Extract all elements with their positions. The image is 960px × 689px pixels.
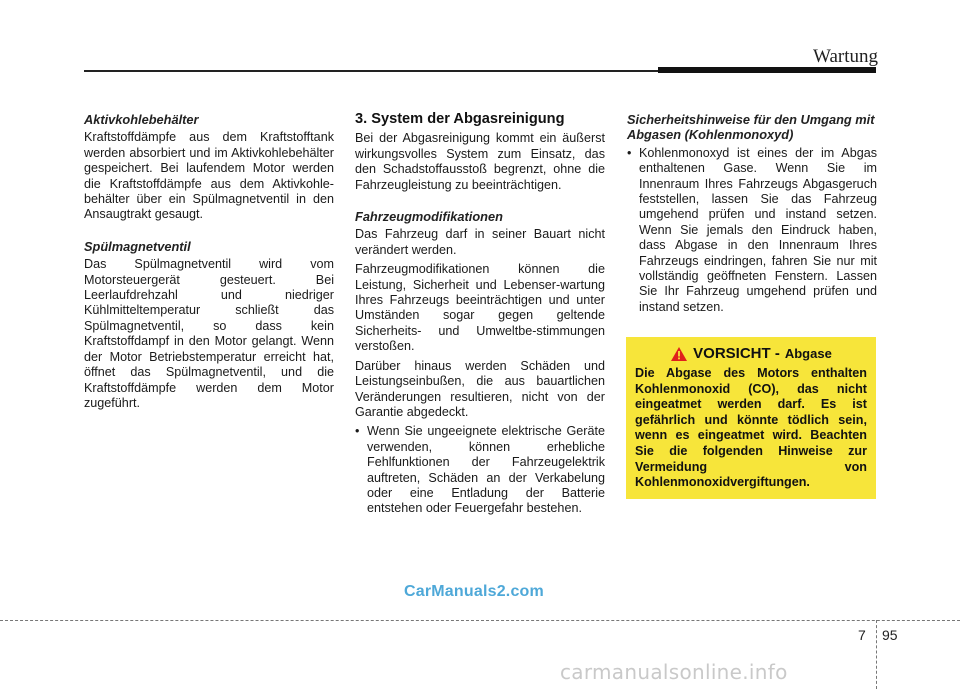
paragraph-abgasreinigung-intro: Bei der Abgasreinigung kommt ein äußerst wirkungsvolles System zum Einsatz, das den Schadstoffausstoß begrenzt, ohne die Fahrzeugleistung zu beeinträchtigen. xyxy=(355,131,605,192)
column-middle xyxy=(355,112,605,521)
footer-divider xyxy=(0,620,960,621)
warning-triangle-icon xyxy=(670,346,688,362)
list-item xyxy=(355,424,605,516)
page-number: 95 xyxy=(882,627,898,643)
heading-sicherheitshinweise: Sicherheitshinweise für den Umgang mit Abgasen (Kohlenmonoxyd) xyxy=(627,112,875,143)
heading-aktivkohlebehaelter: Aktivkohlebehälter xyxy=(84,112,199,127)
chapter-number: 7 xyxy=(858,627,866,643)
paragraph-modifikation-1: Das Fahrzeug darf in seiner Bauart nicht verändert werden. xyxy=(355,227,605,257)
warning-title: VORSICHT - xyxy=(693,345,780,362)
header-rule-accent xyxy=(658,67,876,73)
bullet-marker: • xyxy=(355,424,360,439)
paragraph-modifikation-3: Darüber hinaus werden Schäden und Leistungseinbußen, die aus bauartlichen Veränderungen resultieren, nicht von der Garantie abgedeckt. xyxy=(355,358,605,419)
paragraph-modifikation-2: Fahrzeugmodifikationen können die Leistung, Sicherheit und Lebenser-wartung Ihres Fahrzeugs beeinträchtigen und unter Umständen sogar gegen geltende Sicherheits- und Umweltbe-stimmungen verstoßen. xyxy=(355,262,605,354)
paragraph-aktivkohlebehaelter: Kraftstoffdämpfe aus dem Kraftstofftank werden absorbiert und im Aktivkohlebehälter gespeichert. Bei laufendem Motor werden die Kraftstoffdämpfe aus dem Aktivkohle-behälter über ein Spülmagnetventil in den Ansaugtrakt gesaugt. xyxy=(84,130,334,222)
paragraph-spuelmagnetventil: Das Spülmagnetventil wird vom Motorsteuergerät gesteuert. Bei Leerlaufdrehzahl und niedriger Kühlmitteltemperatur schließt das Spülmagnetventil, so dass kein Kraftstoffdampf in den Motor gelangt. Wenn der Motor Betriebstemperatur erreicht hat, öffnet das Spülmagnetventil, und die Kraftstoffdämpfe werden dem Motor zugeführt. xyxy=(84,257,334,410)
warning-box xyxy=(626,337,876,499)
heading-fahrzeugmodifikationen: Fahrzeugmodifikationen xyxy=(355,209,503,225)
warning-text: Die Abgase des Motors enthalten Kohlenmonoxid (CO), das nicht eingeatmet werden darf. Es ist gefährlich und könnte tödlich sein, wenn es eingeatmet wird. Beachten Sie die folgenden Hinweise zur Vermeidung von Kohlenmonoxidvergiftungen. xyxy=(635,366,867,490)
heading-spuelmagnetventil: Spülmagnetventil xyxy=(84,238,191,254)
list-item-text: Wenn Sie ungeeignete elektrische Geräte verwenden, können erhebliche Fehlfunktionen der Fahrzeugelektrik auftreten, Schäden an der Verkabelung oder eine Entladung der Batterie entstehen oder Feuergefahr bestehen. xyxy=(367,424,605,516)
warning-header xyxy=(635,345,867,362)
bullet-marker: • xyxy=(627,145,632,160)
warning-subtitle: Abgase xyxy=(784,346,832,361)
watermark-link[interactable]: CarManuals2.com xyxy=(404,583,544,600)
column-right xyxy=(627,112,877,319)
column-left xyxy=(84,112,334,415)
footer-vertical-divider xyxy=(876,620,877,689)
page-section-title: Wartung xyxy=(813,46,878,67)
site-footer-link[interactable]: carmanualsonline.info xyxy=(560,660,788,684)
list-item xyxy=(627,146,877,315)
heading-abgasreinigung: 3. System der Abgasreinigung xyxy=(355,111,565,127)
list-item-text: Kohlenmonoxyd ist eines der im Abgas enthaltenen Gase. Wenn Sie im Innenraum Ihres Fahrzeugs Abgasgeruch feststellen, lassen Sie das Fahrzeug umgehend prüfen und instand setzen. Wenn Sie jemals den Eindruck haben, dass Abgase in den Innenraum Ihres Fahrzeugs eindringen, fahren Sie nur mit vollständig geöffneten Fenstern. Lassen Sie Ihr Fahrzeug umgehend prüfen und instand setzen. xyxy=(639,145,877,314)
